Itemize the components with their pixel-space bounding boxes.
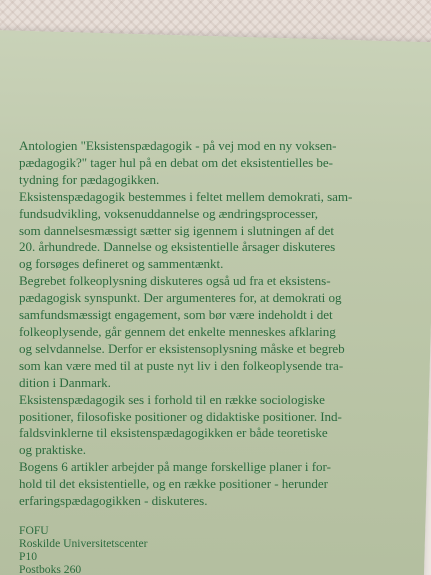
paragraph-definition: Eksistenspædagogik bestemmes i feltet mellem demokrati, sam- fundsudvikling, voksenuddannelse og ændringsprocesser, som dannelsesmæssigt sætter sig igennem i slutningen af det 20. århundrede. Dannelse og eksistentielle årsager diskuteres og forsøges defineret og sammentænkt. <box>19 188 353 272</box>
blurb-text <box>19 138 431 510</box>
paragraph-articles: Bogens 6 artikler arbejder på mange forskellige planer i for- hold til det eksistentielle, og en række positioner - herunder erfaringspædagogikken - diskuteres. <box>19 459 331 509</box>
paragraph-positions: Eksistenspædagogik ses i forhold til en række sociologiske positioner, filosofiske positioner og didaktiske positioner. Ind- faldsvinklerne til eksistenspædagogikken er både teoretiske og praktiske. <box>19 391 342 458</box>
publisher-address: FOFU Roskilde Universitetscenter P10 Postboks 260 <box>19 524 148 575</box>
paragraph-folkeoplysning: Begrebet folkeoplysning diskuteres også ud fra et eksistens- pædagogisk synspunkt. Der argumenteres for, at demokrati og samfundsmæssigt engagement, som bør være indeholdt i det folkeoplysende, går gennem det enkelte menneskes afklaring og selvdannelse. Derfor er eksistensoplysning måske et begreb som kan være med til at puste nyt liv i den folkeoplysende tra- dition i Danmark. <box>19 273 345 390</box>
paragraph-intro: Antologien "Eksistenspædagogik - på vej mod en ny voksen- pædagogik?" tager hul på en debat om det eksistentielles be- tydning for pædagogikken. <box>19 138 337 187</box>
